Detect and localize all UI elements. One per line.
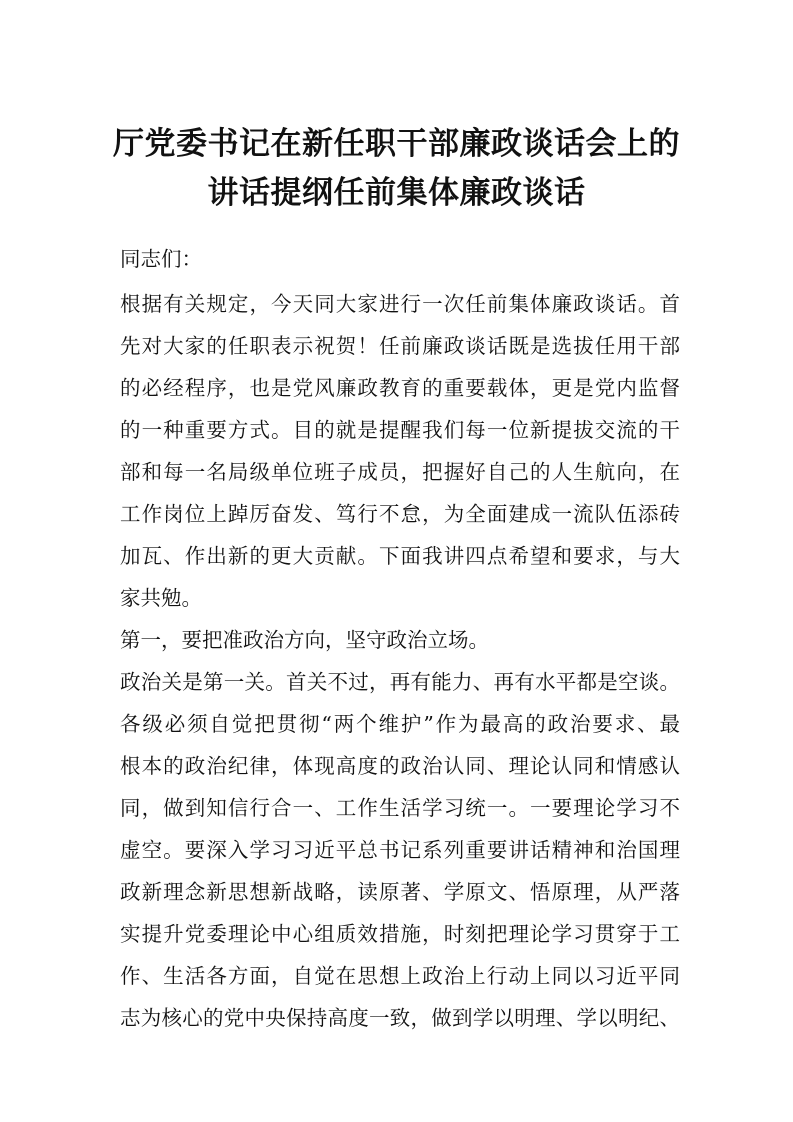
paragraph-2-line: 志为核心的党中央保持高度一致，做到学以明理、学以明纪、 — [120, 1006, 680, 1030]
section-heading-1: 第一，要把准政治方向，坚守政治立场。 — [120, 628, 489, 652]
paragraph-2-line: 实提升党委理论中心组质效措施，时刻把理论学习贯穿于工 — [120, 922, 680, 946]
paragraph-1-line: 工作岗位上踔厉奋发、笃行不怠，为全面建成一流队伍添砖 — [120, 502, 680, 526]
paragraph-2-line: 根本的政治纪律，体现高度的政治认同、理论认同和情感认 — [120, 754, 680, 778]
salutation: 同志们： — [120, 247, 202, 271]
paragraph-1-line: 的必经程序，也是党风廉政教育的重要载体，更是党内监督 — [120, 376, 680, 400]
paragraph-2-line: 政新理念新思想新战略，读原著、学原文、悟原理，从严落 — [120, 880, 680, 904]
paragraph-1-line: 加瓦、作出新的更大贡献。下面我讲四点希望和要求，与大 — [120, 544, 680, 568]
paragraph-2-line: 各级必须自觉把贯彻“两个维护”作为最高的政治要求、最 — [120, 712, 680, 736]
paragraph-1-line: 部和每一名局级单位班子成员，把握好自己的人生航向，在 — [120, 460, 680, 484]
paragraph-2-line: 作、生活各方面，自觉在思想上政治上行动上同以习近平同 — [120, 964, 680, 988]
paragraph-1-line: 根据有关规定，今天同大家进行一次任前集体廉政谈话。首 — [120, 292, 680, 316]
paragraph-2-line: 同，做到知信行合一、工作生活学习统一。一要理论学习不 — [120, 796, 680, 820]
paragraph-1-line: 家共勉。 — [120, 586, 202, 610]
paragraph-2-line: 政治关是第一关。首关不过，再有能力、再有水平都是空谈。 — [120, 670, 680, 694]
paragraph-1-line: 先对大家的任职表示祝贺！任前廉政谈话既是选拔任用干部 — [120, 334, 680, 358]
document-title-line-2: 讲话提纲任前集体廉政谈话 — [207, 175, 586, 211]
paragraph-1-line: 的一种重要方式。目的就是提醒我们每一位新提拔交流的干 — [120, 418, 680, 442]
paragraph-2-line: 虚空。要深入学习习近平总书记系列重要讲话精神和治国理 — [120, 838, 680, 862]
document-title-line-1: 厅党委书记在新任职干部廉政谈话会上的 — [113, 126, 680, 162]
